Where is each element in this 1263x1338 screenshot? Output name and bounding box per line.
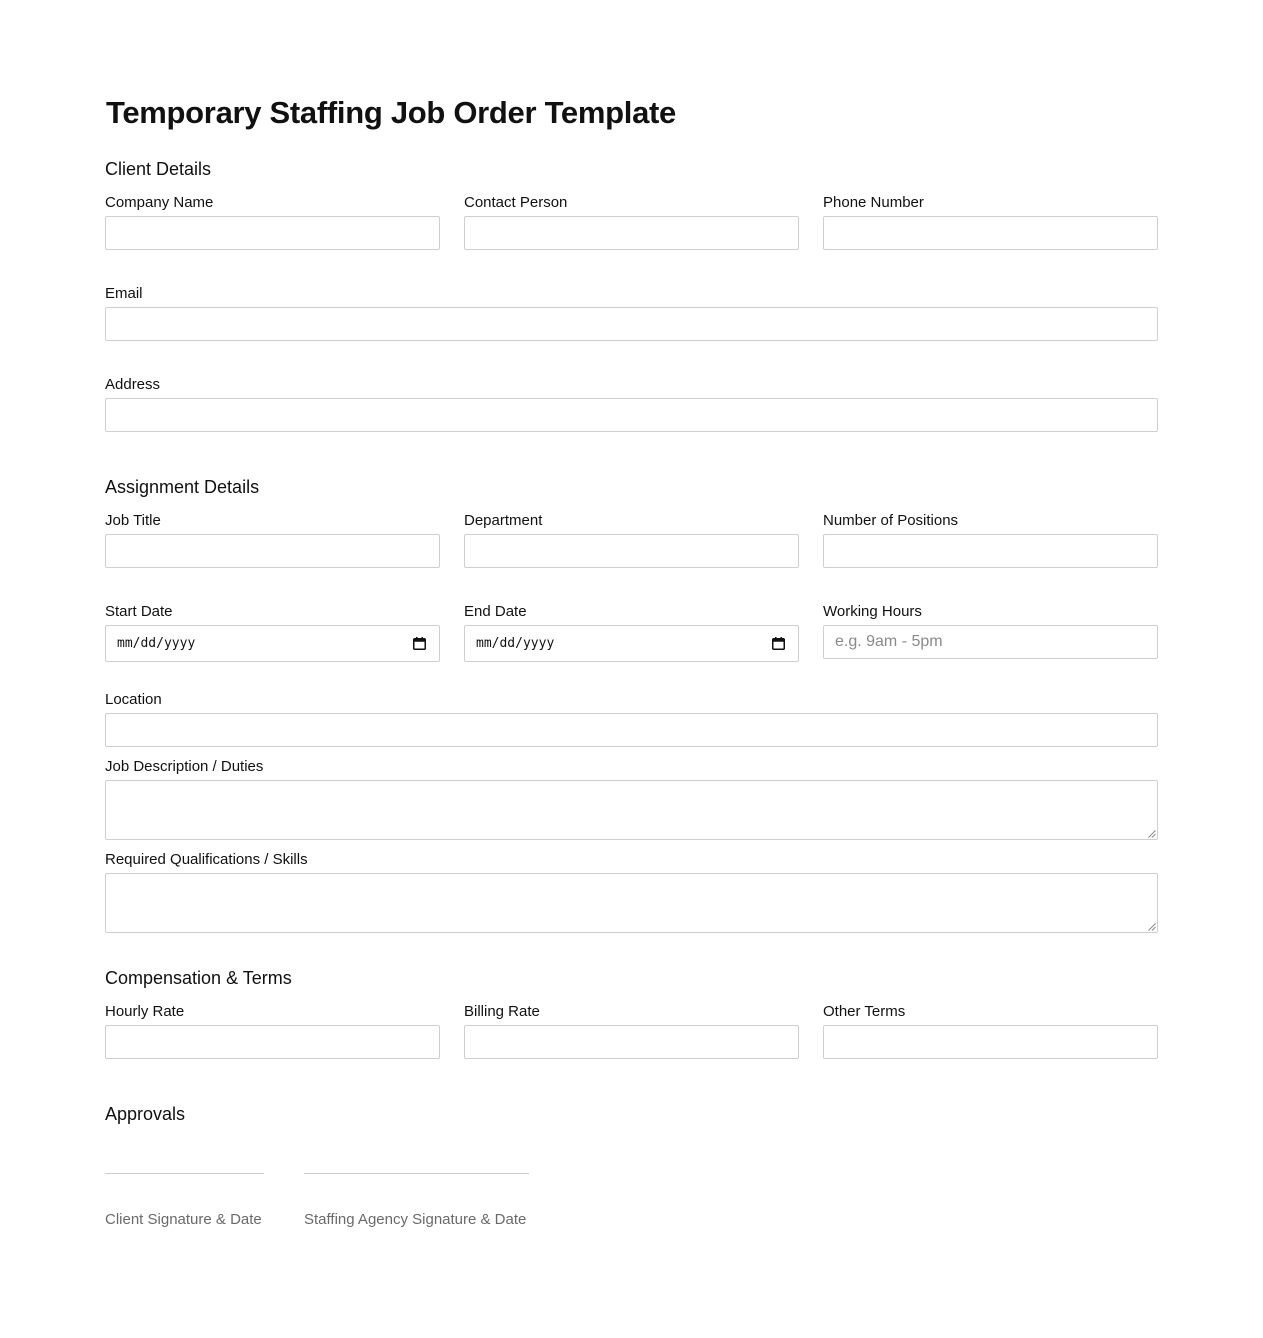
hourly-rate-input[interactable] bbox=[105, 1025, 440, 1059]
job-title-label: Job Title bbox=[105, 512, 161, 529]
contact-person-input[interactable] bbox=[464, 216, 799, 250]
number-of-positions-field bbox=[823, 511, 1158, 530]
page-title: Temporary Staffing Job Order Template bbox=[106, 95, 676, 130]
section-heading-compensation-terms: Compensation & Terms bbox=[105, 968, 292, 988]
company-name-field bbox=[105, 193, 440, 212]
other-terms-input[interactable] bbox=[823, 1025, 1158, 1059]
other-terms-label: Other Terms bbox=[823, 1003, 906, 1020]
company-name-input[interactable] bbox=[105, 216, 440, 250]
required-qualifications-textarea[interactable] bbox=[105, 873, 1158, 933]
billing-rate-input[interactable] bbox=[464, 1025, 799, 1059]
working-hours-label: Working Hours bbox=[823, 603, 922, 620]
client-signature-line bbox=[105, 1173, 264, 1174]
client-signature-label: Client Signature & Date bbox=[105, 1211, 262, 1228]
location-field bbox=[105, 690, 1158, 709]
job-description-label: Job Description / Duties bbox=[105, 758, 264, 775]
section-heading-approvals: Approvals bbox=[105, 1104, 186, 1124]
section-heading-client-details: Client Details bbox=[105, 159, 212, 179]
calendar-icon[interactable] bbox=[772, 637, 785, 650]
start-date-label: Start Date bbox=[105, 603, 173, 620]
address-label: Address bbox=[105, 376, 161, 393]
end-date-field bbox=[464, 602, 799, 651]
calendar-icon[interactable] bbox=[413, 637, 426, 650]
email-input[interactable] bbox=[105, 307, 1158, 341]
department-field bbox=[464, 511, 799, 530]
working-hours-input[interactable] bbox=[823, 625, 1158, 659]
hourly-rate-label: Hourly Rate bbox=[105, 1003, 185, 1020]
resize-handle-icon[interactable] bbox=[1148, 923, 1156, 931]
hourly-rate-field bbox=[105, 1002, 440, 1021]
department-label: Department bbox=[464, 512, 543, 529]
billing-rate-label: Billing Rate bbox=[464, 1003, 540, 1020]
email-label: Email bbox=[105, 285, 143, 302]
start-date-input[interactable] bbox=[105, 625, 440, 662]
working-hours-field bbox=[823, 602, 1158, 650]
end-date-value: mm/dd/yyyy bbox=[476, 636, 555, 651]
working-hours-placeholder: e.g. 9am - 5pm bbox=[835, 633, 943, 650]
required-qualifications-field bbox=[105, 850, 1158, 869]
end-date-label: End Date bbox=[464, 603, 527, 620]
email-field bbox=[105, 284, 1158, 303]
number-of-positions-input[interactable] bbox=[823, 534, 1158, 568]
department-input[interactable] bbox=[464, 534, 799, 568]
contact-person-field bbox=[464, 193, 799, 212]
job-title-input[interactable] bbox=[105, 534, 440, 568]
end-date-input[interactable] bbox=[464, 625, 799, 662]
company-name-label: Company Name bbox=[105, 194, 214, 211]
number-of-positions-label: Number of Positions bbox=[823, 512, 959, 529]
agency-signature-line bbox=[304, 1173, 529, 1174]
phone-number-label: Phone Number bbox=[823, 194, 924, 211]
billing-rate-field bbox=[464, 1002, 799, 1021]
contact-person-label: Contact Person bbox=[464, 194, 568, 211]
job-title-field bbox=[105, 511, 440, 530]
start-date-field bbox=[105, 602, 440, 651]
required-qualifications-label: Required Qualifications / Skills bbox=[105, 851, 308, 868]
other-terms-field bbox=[823, 1002, 1158, 1021]
agency-signature-label: Staffing Agency Signature & Date bbox=[304, 1211, 527, 1228]
location-input[interactable] bbox=[105, 713, 1158, 747]
address-input[interactable] bbox=[105, 398, 1158, 432]
resize-handle-icon[interactable] bbox=[1148, 830, 1156, 838]
address-field bbox=[105, 375, 1158, 394]
location-label: Location bbox=[105, 691, 162, 708]
job-description-textarea[interactable] bbox=[105, 780, 1158, 840]
section-heading-assignment-details: Assignment Details bbox=[105, 477, 260, 497]
phone-number-input[interactable] bbox=[823, 216, 1158, 250]
phone-number-field bbox=[823, 193, 1158, 212]
start-date-value: mm/dd/yyyy bbox=[117, 636, 196, 651]
job-description-field bbox=[105, 757, 1158, 776]
